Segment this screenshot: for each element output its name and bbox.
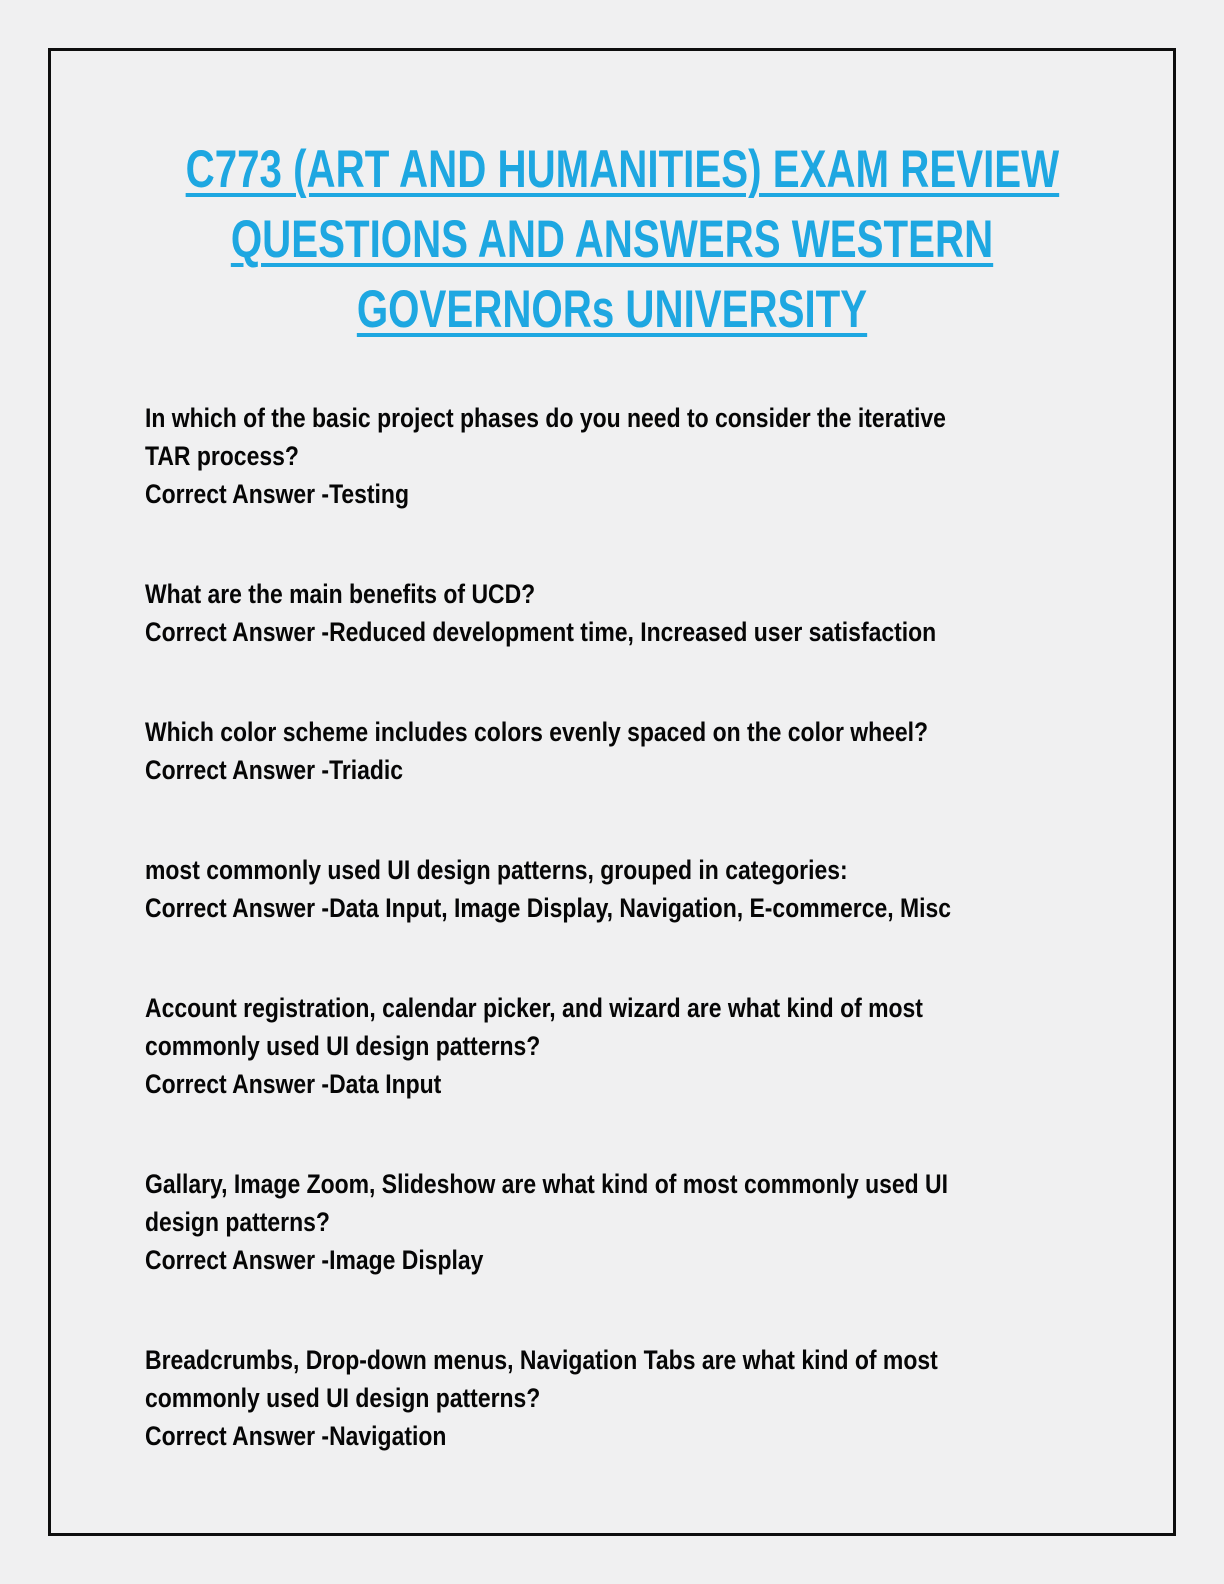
- question-text: [145, 713, 1019, 751]
- question-text: [145, 989, 1019, 1065]
- question-line: In which of the basic project phases do you need to consider the iterative: [145, 403, 946, 433]
- question-text: [145, 1165, 1019, 1241]
- answer-text: Correct Answer -Navigation: [145, 1421, 447, 1451]
- question-line: Gallary, Image Zoom, Slideshow are what kind of most commonly used UI: [145, 1169, 948, 1199]
- document-title: [185, 135, 1060, 345]
- answer-text: Correct Answer -Reduced development time, Increased user satisfaction: [145, 617, 937, 647]
- question-line: commonly used UI design patterns?: [145, 1383, 541, 1413]
- question-line: most commonly used UI design patterns, grouped in categories:: [145, 855, 848, 885]
- answer-text: Correct Answer -Triadic: [145, 755, 404, 785]
- qa-block: [145, 989, 1019, 1103]
- title-line: GOVERNORs UNIVERSITY: [356, 280, 868, 339]
- question-line: commonly used UI design patterns?: [145, 1031, 541, 1061]
- question-line: What are the main benefits of UCD?: [145, 579, 536, 609]
- question-text: [145, 851, 1019, 889]
- question-text: [145, 575, 1019, 613]
- answer-text: Correct Answer -Image Display: [145, 1245, 484, 1275]
- qa-block: [145, 851, 1019, 927]
- answer-text: Correct Answer -Data Input: [145, 1069, 442, 1099]
- answer-text: Correct Answer -Data Input, Image Display, Navigation, E-commerce, Misc: [145, 893, 952, 923]
- qa-block: [145, 1165, 1019, 1279]
- question-line: Account registration, calendar picker, and wizard are what kind of most: [145, 993, 923, 1023]
- question-line: Breadcrumbs, Drop-down menus, Navigation Tabs are what kind of most: [145, 1345, 938, 1375]
- qa-block: [145, 1341, 1019, 1455]
- question-text: [145, 399, 1019, 475]
- question-line: Which color scheme includes colors evenly spaced on the color wheel?: [145, 717, 929, 747]
- qa-list: [145, 399, 1019, 1455]
- question-line: design patterns?: [145, 1207, 330, 1237]
- qa-block: [145, 575, 1019, 651]
- question-text: [145, 1341, 1019, 1417]
- answer-text: Correct Answer -Testing: [145, 479, 409, 509]
- page-border: [48, 48, 1176, 1536]
- title-line: QUESTIONS AND ANSWERS WESTERN: [230, 210, 994, 269]
- title-line: C773 (ART AND HUMANITIES) EXAM REVIEW: [185, 140, 1060, 199]
- qa-block: [145, 399, 1019, 513]
- question-line: TAR process?: [145, 441, 299, 471]
- qa-block: [145, 713, 1019, 789]
